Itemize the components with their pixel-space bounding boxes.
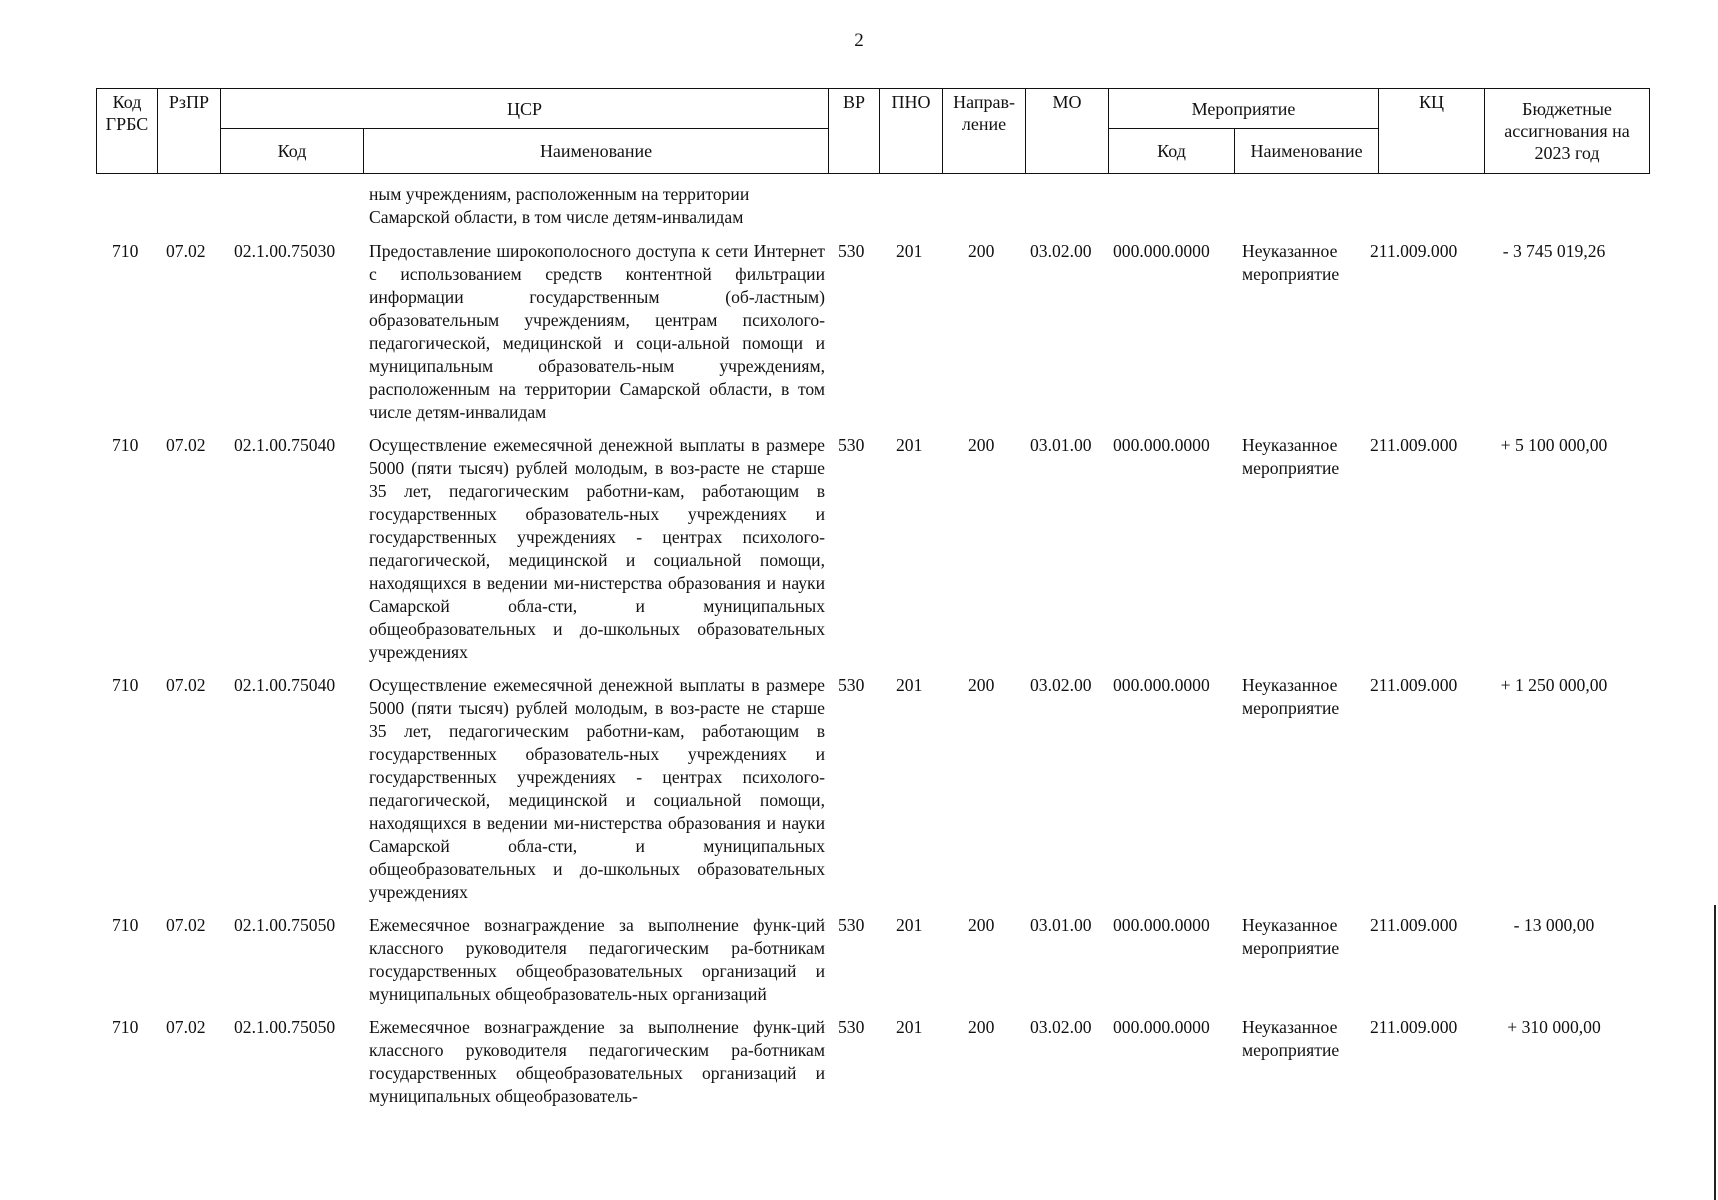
cell-event-name: Неуказанное мероприятие xyxy=(1242,675,1340,718)
cell-mo: 03.02.00 xyxy=(1030,1017,1092,1037)
cell-napr: 200 xyxy=(968,1017,995,1037)
cell-vr: 530 xyxy=(838,241,865,261)
cell-rzpr: 07.02 xyxy=(166,915,206,935)
cell-budget: + 1 250 000,00 xyxy=(1500,675,1608,695)
cell-kc: 211.009.000 xyxy=(1370,1017,1458,1037)
page-number: 2 xyxy=(854,30,864,51)
header-kc: КЦ xyxy=(1379,89,1485,174)
cell-budget: + 5 100 000,00 xyxy=(1500,435,1608,455)
header-napr: Направ-ление xyxy=(943,89,1026,174)
header-event: Мероприятие xyxy=(1109,89,1379,129)
cell-pno: 201 xyxy=(896,435,923,455)
cell-rzpr: 07.02 xyxy=(166,241,206,261)
cell-csr-code: 02.1.00.75040 xyxy=(234,675,336,695)
cell-event-name: Неуказанное мероприятие xyxy=(1242,241,1340,284)
cell-pno: 201 xyxy=(896,915,923,935)
cell-pno: 201 xyxy=(896,1017,923,1037)
cell-csr-code: 02.1.00.75050 xyxy=(234,915,336,935)
cell-budget: - 13 000,00 xyxy=(1513,915,1595,935)
header-csr-name: Наименование xyxy=(364,129,829,174)
cell-napr: 200 xyxy=(968,241,995,261)
table-row xyxy=(0,1016,1718,1108)
cell-mo: 03.02.00 xyxy=(1030,241,1092,261)
cell-pno: 201 xyxy=(896,675,923,695)
cell-event-code: 000.000.0000 xyxy=(1113,915,1210,935)
header-mo: МО xyxy=(1026,89,1109,174)
cell-kc: 211.009.000 xyxy=(1370,241,1458,261)
cell-csr-code: 02.1.00.75050 xyxy=(234,1017,336,1037)
cell-csr-name: Ежемесячное вознаграждение за выполнение функ-ций классного руководителя педагогическим ра-ботникам государственных общеобразовательных организаций и муниципальных общеобразователь- xyxy=(369,1017,825,1106)
cell-event-code: 000.000.0000 xyxy=(1113,241,1210,261)
header-budget: Бюджетные ассигнования на 2023 год xyxy=(1485,89,1650,174)
table-row xyxy=(0,240,1718,424)
cell-event-name: Неуказанное мероприятие xyxy=(1242,1017,1340,1060)
cell-grbs: 710 xyxy=(112,241,139,261)
header-grbs: Код ГРБС xyxy=(97,89,158,174)
cell-csr-code: 02.1.00.75030 xyxy=(234,241,336,261)
header-csr-code: Код xyxy=(221,129,364,174)
header-event-name: Наименование xyxy=(1235,129,1379,174)
cell-grbs: 710 xyxy=(112,915,139,935)
header-pno: ПНО xyxy=(880,89,943,174)
cell-csr-name: Предоставление широкополосного доступа к сети Интернет с использованием средств контентной фильтрации информации государственным (об-ластным) образовательным учреждениям, центрам психолого-педагогической, медицинской и соци-альной помощи и муниципальным образователь-ным учреждениям, расположенным на территории Самарской области, в том числе детям-инвалидам xyxy=(369,241,825,422)
continuation-text: ным учреждениям, расположенным на территории Самарской области, в том числе детям-инвалидам xyxy=(369,184,750,227)
cell-mo: 03.02.00 xyxy=(1030,675,1092,695)
cell-napr: 200 xyxy=(968,915,995,935)
cell-csr-name: Ежемесячное вознаграждение за выполнение функ-ций классного руководителя педагогическим ра-ботникам государственных общеобразовательных организаций и муниципальных общеобразователь-ных организаций xyxy=(369,915,825,1004)
cell-budget: + 310 000,00 xyxy=(1507,1017,1601,1037)
table-body xyxy=(0,240,1718,1108)
cell-vr: 530 xyxy=(838,915,865,935)
table-row xyxy=(0,434,1718,664)
cell-rzpr: 07.02 xyxy=(166,675,206,695)
cell-event-code: 000.000.0000 xyxy=(1113,675,1210,695)
table-row xyxy=(0,914,1718,1006)
header-vr: ВР xyxy=(829,89,880,174)
cell-grbs: 710 xyxy=(112,435,139,455)
cell-csr-name: Осуществление ежемесячной денежной выплаты в размере 5000 (пяти тысяч) рублей молодым, в воз-расте не старше 35 лет, педагогическим работни-кам, работающим в государственных образователь-ных учреждениях и государственных учреждениях - центрах психолого-педагогической, медицинской и социальной помощи, находящихся в ведении ми-нистерства образования и науки Самарской обла-сти, и муниципальных общеобразовательных и до-школьных образовательных учреждениях xyxy=(369,675,825,902)
cell-napr: 200 xyxy=(968,435,995,455)
cell-csr-name: Осуществление ежемесячной денежной выплаты в размере 5000 (пяти тысяч) рублей молодым, в воз-расте не старше 35 лет, педагогическим работни-кам, работающим в государственных образователь-ных учреждениях и государственных учреждениях - центрах психолого-педагогической, медицинской и социальной помощи, находящихся в ведении ми-нистерства образования и науки Самарской обла-сти, и муниципальных общеобразовательных и до-школьных образовательных учреждениях xyxy=(369,435,825,662)
header-event-code: Код xyxy=(1109,129,1235,174)
cell-csr-code: 02.1.00.75040 xyxy=(234,435,336,455)
cell-event-name: Неуказанное мероприятие xyxy=(1242,435,1340,478)
cell-rzpr: 07.02 xyxy=(166,1017,206,1037)
cell-kc: 211.009.000 xyxy=(1370,675,1458,695)
table-header xyxy=(96,88,1650,174)
cell-event-name: Неуказанное мероприятие xyxy=(1242,915,1340,958)
cell-vr: 530 xyxy=(838,435,865,455)
cell-kc: 211.009.000 xyxy=(1370,435,1458,455)
cell-mo: 03.01.00 xyxy=(1030,915,1092,935)
cell-grbs: 710 xyxy=(112,1017,139,1037)
header-csr: ЦСР xyxy=(221,89,829,129)
cell-vr: 530 xyxy=(838,675,865,695)
cell-event-code: 000.000.0000 xyxy=(1113,435,1210,455)
cell-napr: 200 xyxy=(968,675,995,695)
cell-budget: - 3 745 019,26 xyxy=(1502,241,1606,261)
table-row xyxy=(0,674,1718,904)
cell-pno: 201 xyxy=(896,241,923,261)
cell-kc: 211.009.000 xyxy=(1370,915,1458,935)
cell-grbs: 710 xyxy=(112,675,139,695)
cell-rzpr: 07.02 xyxy=(166,435,206,455)
cell-mo: 03.01.00 xyxy=(1030,435,1092,455)
cell-vr: 530 xyxy=(838,1017,865,1037)
header-rzpr: РзПР xyxy=(158,89,221,174)
cell-event-code: 000.000.0000 xyxy=(1113,1017,1210,1037)
scan-edge-line xyxy=(1714,905,1716,1200)
